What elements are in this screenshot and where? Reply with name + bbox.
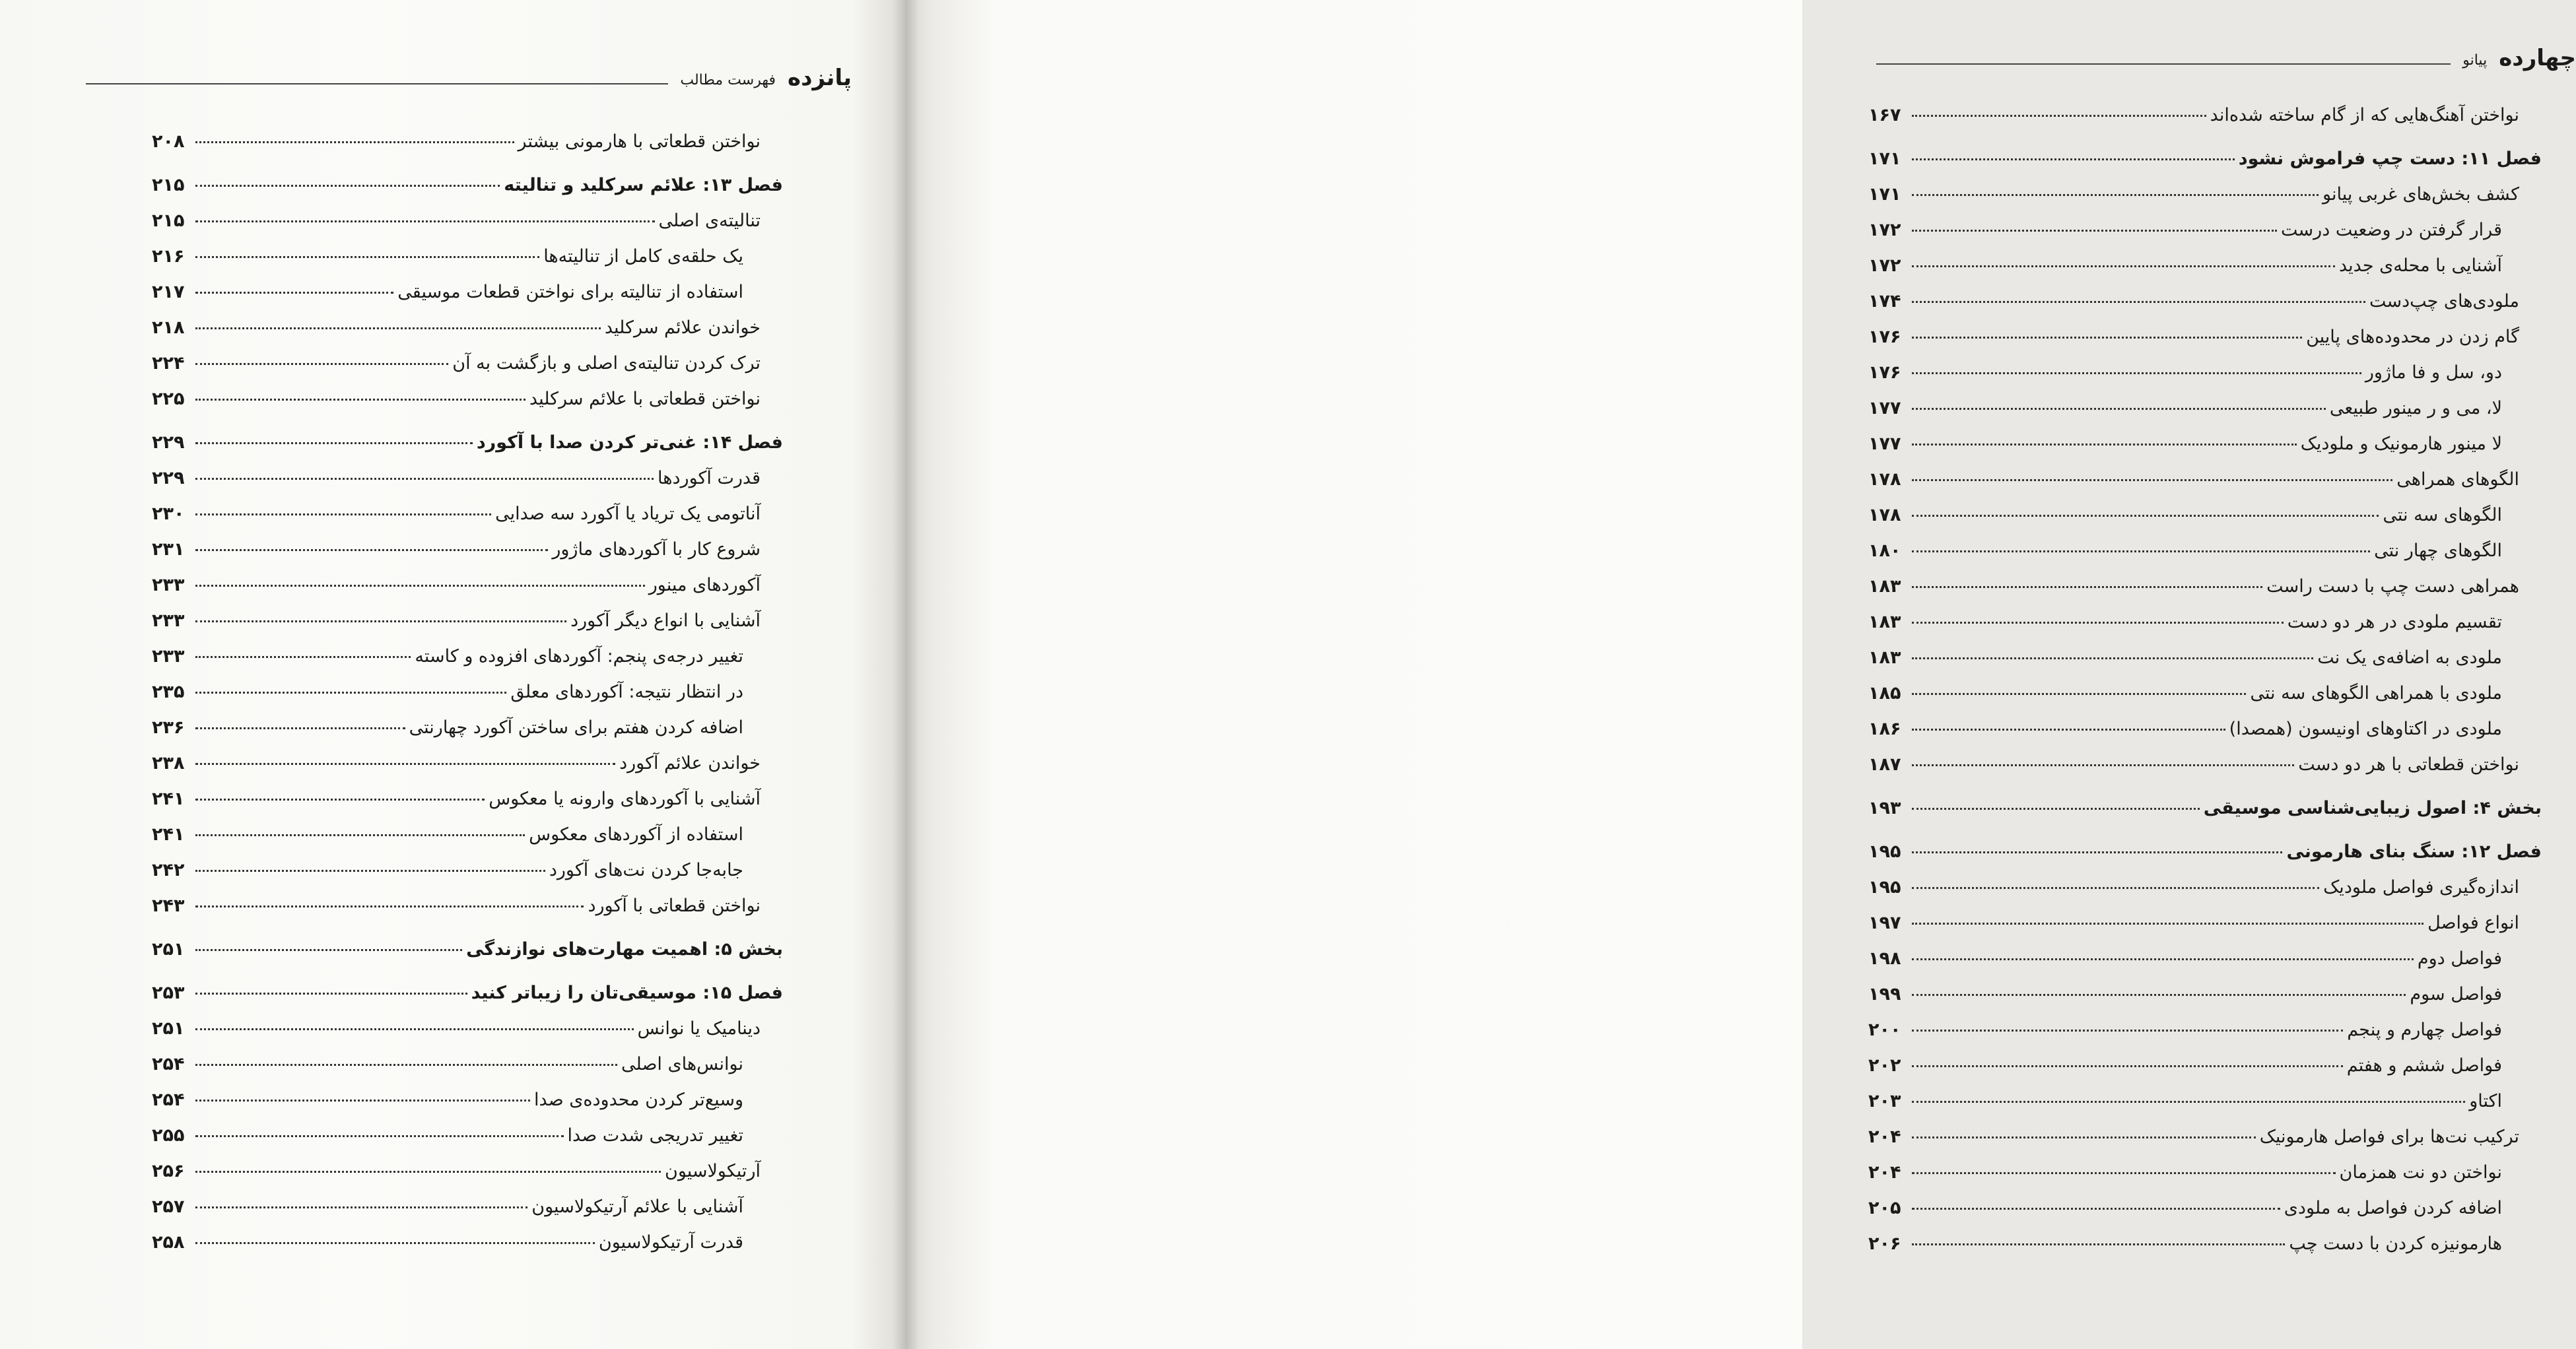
- toc-entry-page-number: ۲۰۴: [1868, 1127, 1901, 1147]
- toc-entry: [1868, 533, 2542, 569]
- toc-entry-page-number: ۱۷۱: [1868, 184, 1901, 205]
- toc-entry-title: دو، سل و فا ماژور: [2365, 362, 2502, 383]
- toc-entry-title: آشنایی با محله‌ی جدید: [2339, 255, 2502, 276]
- dot-leader: [195, 1028, 634, 1030]
- toc-entry-title: هارمونیزه کردن با دست چپ: [2289, 1234, 2502, 1254]
- toc-entry-page-number: ۱۸۳: [1868, 612, 1901, 632]
- toc-chapter-heading: [1868, 834, 2542, 870]
- toc-entry-page-number: ۲۰۸: [152, 131, 185, 152]
- dot-leader: [1912, 1101, 2465, 1103]
- toc-entry-title: اندازه‌گیری فواصل ملودیک: [2323, 877, 2519, 898]
- toc-chapter-heading: [152, 168, 783, 203]
- toc-entry-page-number: ۲۲۹: [152, 468, 185, 488]
- toc-entry-title: نواختن قطعاتی با هر دو دست: [2298, 754, 2519, 775]
- toc-entry-page-number: ۱۶۷: [1868, 105, 1901, 125]
- toc-list-right: [1868, 98, 2542, 1262]
- dot-leader: [1912, 550, 2370, 552]
- toc-entry: [152, 124, 783, 160]
- toc-part-heading: [1868, 791, 2542, 826]
- dot-leader: [195, 141, 514, 143]
- toc-entry-page-number: ۱۹۸: [1868, 948, 1901, 969]
- toc-entry-title: خواندن علائم آکورد: [619, 753, 761, 773]
- toc-entry-title: ترک کردن تنالیته‌ی اصلی و بازگشت به آن: [452, 353, 761, 374]
- dot-leader: [195, 549, 548, 551]
- dot-leader: [195, 1242, 595, 1244]
- dot-leader: [1912, 1030, 2343, 1032]
- toc-entry-title: دینامیک یا نوانس: [637, 1018, 761, 1039]
- dot-leader: [1912, 586, 2262, 588]
- toc-entry: [1868, 569, 2542, 605]
- toc-entry-title: ملودی‌های چپ‌دست: [2369, 291, 2519, 312]
- toc-entry-page-number: ۲۵۴: [152, 1090, 185, 1110]
- header-rule: [1876, 63, 2451, 65]
- toc-entry-page-number: ۲۰۴: [1868, 1162, 1901, 1183]
- dot-leader: [195, 363, 448, 365]
- toc-entry-title: تغییر درجه‌ی پنجم: آکوردهای افزوده و کاسته: [415, 646, 743, 667]
- toc-entry-page-number: ۲۵۱: [152, 939, 185, 960]
- dot-leader: [195, 905, 584, 907]
- toc-entry-page-number: ۲۵۴: [152, 1054, 185, 1074]
- toc-entry-page-number: ۱۷۲: [1868, 255, 1901, 276]
- dot-leader: [195, 1135, 564, 1137]
- toc-entry-title: فواصل دوم: [2417, 948, 2502, 969]
- toc-entry: [1868, 977, 2542, 1012]
- toc-entry-title: گام زدن در محدوده‌های پایین: [2306, 327, 2519, 347]
- toc-entry-title: آرتیکولاسیون: [664, 1161, 761, 1181]
- toc-entry-title: آشنایی با علائم آرتیکولاسیون: [531, 1197, 743, 1217]
- toc-entry-title: آناتومی یک تریاد یا آکورد سه صدایی: [495, 504, 761, 524]
- toc-entry: [152, 639, 783, 674]
- toc-entry-page-number: ۲۱۶: [152, 246, 185, 267]
- dot-leader: [1912, 693, 2246, 695]
- toc-entry-page-number: ۲۲۹: [152, 432, 185, 453]
- running-title: فهرست مطالب: [680, 72, 776, 88]
- toc-entry: [152, 568, 783, 603]
- dot-leader: [195, 1064, 617, 1066]
- toc-entry-page-number: ۱۸۳: [1868, 647, 1901, 668]
- toc-entry-title: اضافه کردن فواصل به ملودی: [2284, 1198, 2502, 1218]
- dot-leader: [195, 1171, 661, 1173]
- dot-leader: [1912, 622, 2284, 624]
- toc-entry-page-number: ۲۱۸: [152, 317, 185, 338]
- toc-entry-page-number: ۲۴۳: [152, 896, 185, 916]
- toc-entry-page-number: ۱۹۵: [1868, 877, 1901, 898]
- toc-entry-page-number: ۲۱۷: [152, 282, 185, 302]
- toc-entry-title: تغییر تدریجی شدت صدا: [567, 1125, 743, 1146]
- toc-entry-page-number: ۱۷۶: [1868, 327, 1901, 347]
- toc-entry-page-number: ۲۰۳: [1868, 1091, 1901, 1111]
- toc-entry-title: لا مینور هارمونیک و ملودیک: [2300, 434, 2502, 454]
- toc-entry-title: فواصل سوم: [2410, 984, 2502, 1004]
- dot-leader: [1912, 958, 2414, 960]
- toc-entry: [152, 1154, 783, 1189]
- toc-entry-page-number: ۱۷۲: [1868, 220, 1901, 240]
- toc-entry-page-number: ۱۷۶: [1868, 362, 1901, 383]
- toc-entry-title: نواختن دو نت همزمان: [2339, 1162, 2502, 1183]
- dot-leader: [1912, 479, 2392, 481]
- toc-entry: [152, 1225, 783, 1261]
- toc-entry-page-number: ۲۳۵: [152, 682, 185, 702]
- dot-leader: [195, 442, 473, 444]
- toc-entry-title: قدرت آرتیکولاسیون: [598, 1232, 743, 1253]
- toc-entry-title: آشنایی با انواع دیگر آکورد: [570, 610, 761, 631]
- toc-entry-title: نواختن قطعاتی با هارمونی بیشتر: [518, 131, 761, 152]
- toc-entry-page-number: ۲۰۲: [1868, 1055, 1901, 1076]
- toc-entry-page-number: ۱۸۵: [1868, 683, 1901, 704]
- toc-entry: [152, 310, 783, 346]
- toc-entry-page-number: ۲۰۵: [1868, 1198, 1901, 1218]
- dot-leader: [1912, 729, 2225, 731]
- toc-entry-title: لا، می و ر مینور طبیعی: [2329, 398, 2502, 418]
- toc-entry: [1868, 870, 2542, 905]
- toc-entry: [152, 1189, 783, 1225]
- left-page: [0, 0, 906, 1349]
- toc-entry: [1868, 1084, 2542, 1119]
- dot-leader: [1912, 764, 2294, 766]
- dot-leader: [195, 620, 566, 622]
- dot-leader: [1912, 657, 2313, 659]
- toc-entry: [152, 381, 783, 417]
- toc-entry-page-number: ۲۵۵: [152, 1125, 185, 1146]
- toc-entry-page-number: ۱۹۳: [1868, 798, 1901, 818]
- page-number: پانزده: [788, 65, 852, 91]
- toc-entry: [1868, 711, 2542, 747]
- toc-entry-page-number: ۱۸۳: [1868, 576, 1901, 597]
- toc-entry: [1868, 355, 2542, 391]
- toc-entry-title: فصل ۱۳: علائم سرکلید و تنالیته: [504, 175, 783, 195]
- dot-leader: [195, 834, 525, 836]
- toc-entry-title: فصل ۱۲: سنگ بنای هارمونی: [2286, 841, 2542, 862]
- toc-entry: [1868, 213, 2542, 248]
- toc-entry-page-number: ۱۸۷: [1868, 754, 1901, 775]
- dot-leader: [195, 656, 411, 658]
- dot-leader: [195, 692, 506, 694]
- toc-entry-title: آکوردهای مینور: [648, 575, 761, 595]
- toc-entry-title: در انتظار نتیجه: آکوردهای معلق: [510, 682, 743, 702]
- toc-entry: [152, 461, 783, 496]
- toc-entry: [152, 603, 783, 639]
- toc-entry-page-number: ۱۷۷: [1868, 434, 1901, 454]
- dot-leader: [195, 399, 525, 401]
- dot-leader: [195, 763, 615, 765]
- toc-entry: [1868, 391, 2542, 426]
- toc-entry-page-number: ۲۰۰: [1868, 1020, 1901, 1040]
- toc-entry-page-number: ۲۱۵: [152, 211, 185, 231]
- toc-entry-page-number: ۲۳۶: [152, 717, 185, 738]
- toc-entry-page-number: ۲۳۰: [152, 504, 185, 524]
- toc-entry-page-number: ۲۳۳: [152, 646, 185, 667]
- toc-entry-page-number: ۲۲۵: [152, 389, 185, 409]
- running-title: پیانو: [2462, 52, 2488, 69]
- toc-entry: [1868, 319, 2542, 355]
- toc-entry: [152, 817, 783, 853]
- book-gutter: [893, 0, 919, 1349]
- toc-entry: [152, 346, 783, 381]
- toc-entry: [1868, 462, 2542, 498]
- toc-entry-title: آشنایی با آکوردهای وارونه یا معکوس: [489, 789, 761, 809]
- toc-chapter-heading: [152, 975, 783, 1011]
- toc-entry: [1868, 1226, 2542, 1262]
- toc-entry-title: یک حلقه‌ی کامل از تنالیته‌ها: [543, 246, 743, 267]
- toc-entry-page-number: ۲۳۱: [152, 539, 185, 560]
- toc-entry-page-number: ۱۷۷: [1868, 398, 1901, 418]
- toc-entry-title: همراهی دست چپ با دست راست: [2266, 576, 2519, 597]
- dot-leader: [1912, 337, 2302, 339]
- dot-leader: [1912, 158, 2235, 160]
- toc-entry-page-number: ۲۴۲: [152, 860, 185, 880]
- toc-entry-title: ملودی به اضافه‌ی یک نت: [2317, 647, 2502, 668]
- toc-entry: [1868, 941, 2542, 977]
- toc-entry: [1868, 1191, 2542, 1226]
- toc-entry: [1868, 605, 2542, 640]
- toc-entry: [152, 275, 783, 310]
- page-number: چهارده: [2499, 45, 2576, 71]
- dot-leader: [1912, 301, 2365, 303]
- toc-entry: [1868, 905, 2542, 941]
- header-rule: [86, 83, 668, 84]
- toc-entry: [1868, 640, 2542, 676]
- dot-leader: [195, 1100, 530, 1102]
- dot-leader: [1912, 1208, 2280, 1210]
- toc-entry-page-number: ۲۵۳: [152, 983, 185, 1003]
- toc-entry-page-number: ۲۴۱: [152, 824, 185, 845]
- toc-entry-title: فواصل ششم و هفتم: [2346, 1055, 2502, 1076]
- left-page-header: [86, 65, 852, 91]
- toc-entry-title: ملودی در اکتاوهای اونیسون (همصدا): [2229, 719, 2502, 739]
- toc-entry-title: بخش ۵: اهمیت مهارت‌های نوازندگی: [466, 939, 783, 960]
- toc-entry: [1868, 1048, 2542, 1084]
- toc-entry-page-number: ۲۵۶: [152, 1161, 185, 1181]
- right-page-header: [1876, 45, 2576, 71]
- toc-entry-title: فصل ۱۵: موسیقی‌تان را زیباتر کنید: [471, 983, 783, 1003]
- toc-entry-title: فصل ۱۱: دست چپ فراموش نشود: [2238, 148, 2542, 169]
- dot-leader: [195, 513, 491, 515]
- dot-leader: [1912, 851, 2282, 853]
- toc-entry-title: کشف بخش‌های غربی پیانو: [2322, 184, 2519, 205]
- dot-leader: [195, 220, 655, 222]
- toc-entry: [152, 1011, 783, 1047]
- toc-entry: [1868, 1119, 2542, 1155]
- toc-entry: [1868, 177, 2542, 213]
- toc-entry-title: فواصل چهارم و پنجم: [2347, 1020, 2502, 1040]
- dot-leader: [1912, 923, 2423, 925]
- toc-entry-title: استفاده از آکوردهای معکوس: [529, 824, 743, 845]
- dot-leader: [1912, 1136, 2256, 1138]
- toc-entry: [152, 239, 783, 275]
- toc-entry-page-number: ۲۳۳: [152, 575, 185, 595]
- dot-leader: [195, 585, 645, 587]
- toc-entry-page-number: ۱۷۱: [1868, 148, 1901, 169]
- toc-entry-page-number: ۱۸۰: [1868, 541, 1901, 561]
- toc-entry-title: تقسیم ملودی در هر دو دست: [2287, 612, 2502, 632]
- dot-leader: [1912, 994, 2406, 996]
- toc-chapter-heading: [1868, 141, 2542, 177]
- toc-entry-title: وسیع‌تر کردن محدوده‌ی صدا: [534, 1090, 743, 1110]
- toc-entry: [152, 746, 783, 781]
- dot-leader: [1912, 1243, 2285, 1245]
- toc-entry: [152, 710, 783, 746]
- toc-entry-title: اضافه کردن هفتم برای ساختن آکورد چهارنتی: [409, 717, 743, 738]
- toc-entry-title: الگوهای همراهی: [2396, 469, 2519, 490]
- dot-leader: [195, 727, 405, 729]
- dot-leader: [1912, 265, 2335, 267]
- toc-entry: [152, 781, 783, 817]
- toc-entry: [1868, 284, 2542, 319]
- toc-entry: [1868, 248, 2542, 284]
- toc-entry: [152, 1118, 783, 1154]
- toc-entry-page-number: ۲۵۷: [152, 1197, 185, 1217]
- toc-entry: [152, 1047, 783, 1082]
- dot-leader: [1912, 115, 2206, 117]
- toc-entry-title: جابه‌جا کردن نت‌های آکورد: [549, 860, 743, 880]
- toc-entry-title: ملودی با همراهی الگوهای سه نتی: [2250, 683, 2502, 704]
- toc-entry-page-number: ۱۷۸: [1868, 505, 1901, 525]
- toc-entry: [152, 1082, 783, 1118]
- toc-entry-title: استفاده از تنالیته برای نواختن قطعات موسیقی: [397, 282, 743, 302]
- toc-entry: [1868, 426, 2542, 462]
- toc-entry-title: اکتاو: [2469, 1091, 2502, 1111]
- dot-leader: [1912, 194, 2319, 196]
- dot-leader: [1912, 230, 2277, 232]
- toc-chapter-heading: [152, 425, 783, 461]
- toc-entry: [1868, 1155, 2542, 1191]
- toc-entry-title: نواختن قطعاتی با علائم سرکلید: [529, 389, 761, 409]
- toc-entry-title: نواختن آهنگ‌هایی که از گام ساخته شده‌اند: [2210, 105, 2519, 125]
- dot-leader: [195, 993, 467, 995]
- toc-entry: [152, 853, 783, 888]
- toc-entry-page-number: ۱۹۷: [1868, 913, 1901, 933]
- toc-part-heading: [152, 932, 783, 968]
- toc-entry: [152, 674, 783, 710]
- dot-leader: [195, 292, 393, 294]
- toc-entry-page-number: ۱۸۶: [1868, 719, 1901, 739]
- dot-leader: [1912, 515, 2379, 517]
- dot-leader: [195, 949, 462, 951]
- dot-leader: [195, 799, 485, 801]
- toc-entry: [1868, 98, 2542, 133]
- toc-entry-title: فصل ۱۴: غنی‌تر کردن صدا با آکورد: [476, 432, 783, 453]
- toc-entry-title: انواع فواصل: [2427, 913, 2519, 933]
- toc-entry-title: نوانس‌های اصلی: [621, 1054, 743, 1074]
- dot-leader: [1912, 887, 2319, 889]
- dot-leader: [195, 256, 539, 258]
- dot-leader: [1912, 808, 2200, 810]
- toc-entry-page-number: ۲۰۶: [1868, 1234, 1901, 1254]
- toc-entry: [152, 496, 783, 532]
- toc-entry-page-number: ۱۹۵: [1868, 841, 1901, 862]
- toc-entry-page-number: ۲۳۸: [152, 753, 185, 773]
- toc-entry-page-number: ۲۴۱: [152, 789, 185, 809]
- dot-leader: [1912, 408, 2326, 410]
- toc-entry-title: شروع کار با آکوردهای ماژور: [552, 539, 761, 560]
- toc-entry: [152, 532, 783, 568]
- dot-leader: [195, 327, 601, 329]
- toc-entry-title: بخش ۴: اصول زیبایی‌شناسی موسیقی: [2203, 798, 2542, 818]
- dot-leader: [195, 870, 545, 872]
- toc-entry-title: نواختن قطعاتی با آکورد: [588, 896, 761, 916]
- toc-entry-page-number: ۲۵۱: [152, 1018, 185, 1039]
- toc-entry-page-number: ۲۱۵: [152, 175, 185, 195]
- toc-entry-title: تنالیته‌ی اصلی: [658, 211, 761, 231]
- dot-leader: [195, 185, 500, 187]
- toc-entry-title: خواندن علائم سرکلید: [604, 317, 761, 338]
- toc-list-left: [152, 124, 783, 1261]
- dot-leader: [195, 1206, 527, 1208]
- toc-entry-title: قرار گرفتن در وضعیت درست: [2281, 220, 2502, 240]
- toc-entry: [1868, 498, 2542, 533]
- dot-leader: [1912, 372, 2361, 374]
- toc-entry-page-number: ۲۲۴: [152, 353, 185, 374]
- toc-entry: [1868, 676, 2542, 711]
- dot-leader: [1912, 444, 2297, 445]
- toc-entry: [1868, 747, 2542, 783]
- toc-entry-page-number: ۱۷۴: [1868, 291, 1901, 312]
- toc-entry-page-number: ۲۵۸: [152, 1232, 185, 1253]
- dot-leader: [1912, 1172, 2336, 1174]
- toc-entry-title: الگوهای چهار نتی: [2374, 541, 2502, 561]
- toc-entry-title: الگوهای سه نتی: [2383, 505, 2502, 525]
- toc-entry-page-number: ۲۳۳: [152, 610, 185, 631]
- dot-leader: [1912, 1065, 2343, 1067]
- dot-leader: [195, 478, 654, 480]
- toc-entry: [1868, 1012, 2542, 1048]
- toc-entry-page-number: ۱۹۹: [1868, 984, 1901, 1004]
- toc-entry-title: قدرت آکوردها: [658, 468, 761, 488]
- toc-entry-page-number: ۱۷۸: [1868, 469, 1901, 490]
- toc-entry: [152, 203, 783, 239]
- right-page: [906, 0, 2576, 1349]
- toc-entry: [152, 888, 783, 924]
- toc-entry-title: ترکیب نت‌ها برای فواصل هارمونیک: [2259, 1127, 2519, 1147]
